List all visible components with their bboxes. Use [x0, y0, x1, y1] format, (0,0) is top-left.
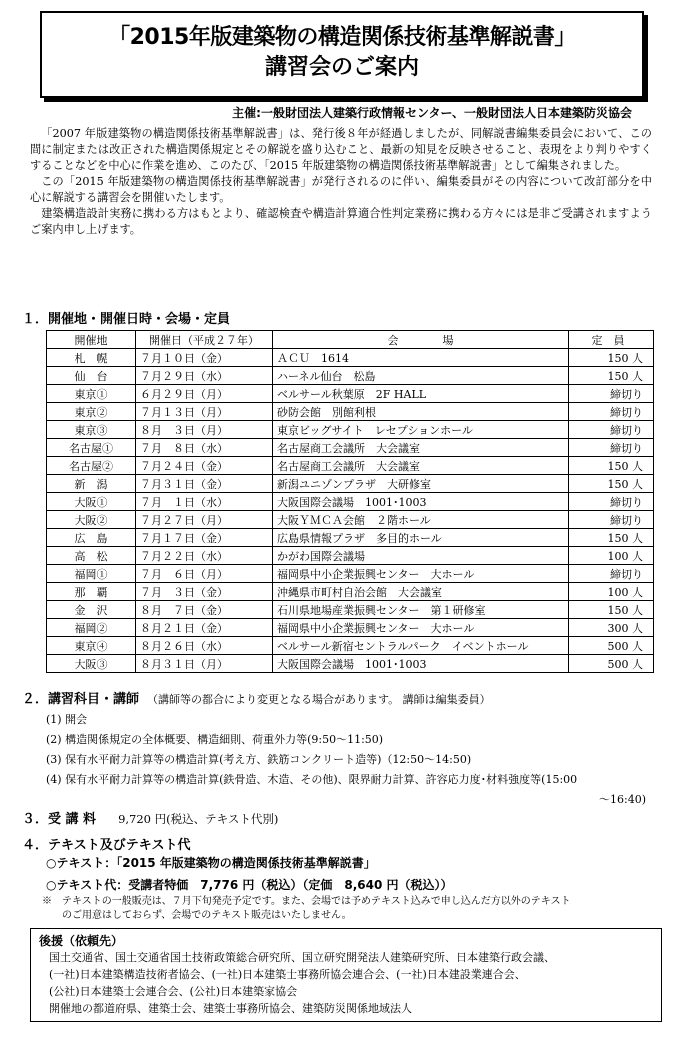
venue-capacity: 300 人 [569, 619, 654, 637]
venue-date: ７月２２日（水） [136, 547, 273, 565]
venue-city: 東京④ [47, 637, 136, 655]
column-header: 定 員 [569, 331, 654, 349]
venue-capacity: 150 人 [569, 601, 654, 619]
section-heading-text: ４．テキスト及びテキスト代 [22, 838, 191, 853]
venue-date: ７月２４日（金） [136, 457, 273, 475]
venue-hall: 広島県情報プラザ 多目的ホール [273, 529, 569, 547]
venue-date: ７月 ３日（金） [136, 583, 273, 601]
table-row [47, 547, 654, 565]
section-heading-venues: １．開催地・開催日時・会場・定員 [22, 312, 231, 327]
subject-item: (3) 保有水平耐力計算等の構造計算(考え方、鉄筋コンクリート造等)（12:50～14:50) [46, 753, 472, 766]
venue-city: 仙 台 [47, 367, 136, 385]
subject-item: (4) 保有水平耐力計算等の構造計算(鉄骨造、木造、その他)、限界耐力計算、許容応力度･材料強度等(15:00 [46, 773, 578, 786]
venue-hall: 大阪ＹＭＣＡ会館 ２階ホール [273, 511, 569, 529]
table-row [47, 655, 654, 673]
venue-hall: 東京ビッグサイト レセプションホール [273, 421, 569, 439]
venue-city: 高 松 [47, 547, 136, 565]
venue-capacity: 500 人 [569, 637, 654, 655]
section-heading-subjects [22, 688, 491, 707]
section-heading-fee-label: ３．受 講 料 [22, 812, 97, 827]
venue-capacity: 150 人 [569, 457, 654, 475]
venue-hall: 福岡県中小企業振興センター 大ホール [273, 565, 569, 583]
table-row [47, 493, 654, 511]
venue-date: ６月２９日（月） [136, 385, 273, 403]
venue-city: 福岡① [47, 565, 136, 583]
venue-table [46, 330, 654, 673]
venue-hall: 新潟ユニゾンプラザ 大研修室 [273, 475, 569, 493]
notice-text [42, 895, 662, 923]
venue-capacity: 締切り [569, 565, 654, 583]
venue-city: 福岡② [47, 619, 136, 637]
venue-date: ７月１３日（月） [136, 403, 273, 421]
table-row [47, 403, 654, 421]
venue-date: ７月２９日（水） [136, 367, 273, 385]
section-note: （講師等の都合により変更となる場合があります。 講師は編集委員） [147, 693, 491, 706]
venue-capacity: 締切り [569, 403, 654, 421]
venue-city: 大阪① [47, 493, 136, 511]
venue-capacity: 500 人 [569, 655, 654, 673]
fee-value: 9,720 円(税込、テキスト代別) [118, 812, 279, 826]
venue-city: 新 潟 [47, 475, 136, 493]
organizer-line: 主催:一般財団法人建築行政情報センター、一般財団法人日本建築防災協会 [232, 106, 632, 120]
venue-city: 名古屋② [47, 457, 136, 475]
notice-line: のご用意はしておらず、会場でのテキスト販売はいたしません。 [42, 910, 352, 921]
table-row [47, 457, 654, 475]
venue-date: ７月２７日（月） [136, 511, 273, 529]
venue-capacity: 締切り [569, 439, 654, 457]
table-row [47, 475, 654, 493]
venue-hall: 大阪国際会議場 1001･1003 [273, 655, 569, 673]
venue-date: ８月３１日（月） [136, 655, 273, 673]
column-header: 会 場 [273, 331, 569, 349]
venue-date: ８月 ３日（月） [136, 421, 273, 439]
support-box [30, 928, 662, 1022]
text-price-line: ○テキスト代：受講者特価 7,776 円（税込）（定価 8,640 円（税込）） [46, 878, 453, 892]
venue-date: ７月１０日（金） [136, 349, 273, 367]
venue-date: ８月 ７日（金） [136, 601, 273, 619]
intro-text [30, 126, 652, 238]
intro-paragraph: 建築構造設計実務に携わる方はもとより、確認検査や構造計算適合性判定業務に携わる方々には是非ご受講されますようご案内申し上げます。 [30, 207, 652, 236]
title-box [40, 11, 644, 98]
table-row [47, 421, 654, 439]
venue-hall: 砂防会館 別館利根 [273, 403, 569, 421]
venue-capacity: 100 人 [569, 547, 654, 565]
column-header: 開催日（平成２７年） [136, 331, 273, 349]
table-row [47, 439, 654, 457]
venue-table-body [47, 349, 654, 673]
support-line: (公社)日本建築士会連合会、(公社)日本建築家協会 [49, 985, 298, 998]
table-row [47, 601, 654, 619]
table-row [47, 385, 654, 403]
venue-city: 東京② [47, 403, 136, 421]
venue-capacity: 締切り [569, 385, 654, 403]
venue-hall: 名古屋商工会議所 大会議室 [273, 439, 569, 457]
venue-city: 札 幌 [47, 349, 136, 367]
venue-hall: ベルサール新宿セントラルパーク イベントホール [273, 637, 569, 655]
venue-hall: かがわ国際会議場 [273, 547, 569, 565]
venue-city: 大阪② [47, 511, 136, 529]
venue-date: ７月１７日（金） [136, 529, 273, 547]
venue-date: ７月 ８日（水） [136, 439, 273, 457]
venue-hall: 大阪国際会議場 1001･1003 [273, 493, 569, 511]
subject-item: ～16:40) [599, 793, 646, 806]
venue-city: 大阪③ [47, 655, 136, 673]
section-heading-fee [22, 808, 278, 827]
notice-line: ※ テキストの一般販売は、７月下旬発売予定です。また、会場では予めテキスト込みで申し込んだ方以外のテキスト [42, 896, 571, 907]
table-row [47, 637, 654, 655]
support-title: 後援（依頼先） [39, 934, 124, 948]
venue-hall: 沖縄県市町村自治会館 大会議室 [273, 583, 569, 601]
venue-hall: ＡＣＵ 1614 [273, 349, 569, 367]
support-line: 国土交通省、国土交通省国土技術政策総合研究所、国立研究開発法人建築研究所、日本建築行政会議、 [49, 951, 555, 964]
venue-date: ７月３１日（金） [136, 475, 273, 493]
venue-capacity: 150 人 [569, 475, 654, 493]
document-title: 「2015年版建築物の構造関係技術基準解説書」 [108, 25, 576, 50]
venue-hall: 名古屋商工会議所 大会議室 [273, 457, 569, 475]
venue-hall: 石川県地場産業振興センター 第１研修室 [273, 601, 569, 619]
venue-city: 名古屋① [47, 439, 136, 457]
venue-capacity: 150 人 [569, 367, 654, 385]
subject-list [46, 710, 666, 810]
intro-paragraph: この「2015 年版建築物の構造関係技術基準解説書」が発行されるのに伴い、編集委員がその内容について改訂部分を中心に解説する講習会を開催いたします。 [30, 175, 652, 204]
venue-city: 東京① [47, 385, 136, 403]
venue-capacity: 締切り [569, 421, 654, 439]
table-row [47, 529, 654, 547]
document-subtitle: 講習会のご案内 [264, 55, 419, 80]
venue-date: ８月２６日（水） [136, 637, 273, 655]
venue-date: ７月 ６日（月） [136, 565, 273, 583]
column-header: 開催地 [47, 331, 136, 349]
support-line: (一社)日本建築構造技術者協会、(一社)日本建築士事務所協会連合会、(一社)日本建設業連合会、 [49, 968, 526, 981]
venue-capacity: 締切り [569, 493, 654, 511]
subject-item: (2) 構造関係規定の全体概要、構造細則、荷重外力等(9:50～11:50) [46, 733, 384, 746]
venue-hall: ベルサール秋葉原 2F HALL [273, 385, 569, 403]
venue-date: ７月 １日（水） [136, 493, 273, 511]
venue-capacity: 締切り [569, 511, 654, 529]
table-row [47, 583, 654, 601]
venue-city: 東京③ [47, 421, 136, 439]
venue-city: 金 沢 [47, 601, 136, 619]
table-header-row [47, 331, 654, 349]
venue-capacity: 150 人 [569, 349, 654, 367]
table-row [47, 565, 654, 583]
table-row [47, 349, 654, 367]
venue-capacity: 150 人 [569, 529, 654, 547]
support-line: 開催地の都道府県、建築士会、建築士事務所協会、建築防災関係地域法人 [49, 1002, 412, 1015]
subject-item: (1) 開会 [46, 713, 88, 726]
table-row [47, 619, 654, 637]
venue-hall: 福岡県中小企業振興センター 大ホール [273, 619, 569, 637]
section-heading-subjects-label: ２．講習科目・講師 [22, 692, 140, 707]
venue-hall: ハーネル仙台 松島 [273, 367, 569, 385]
table-row [47, 511, 654, 529]
text-title-line: ○テキスト：「2015 年版建築物の構造関係技術基準解説書」 [46, 856, 376, 870]
venue-capacity: 100 人 [569, 583, 654, 601]
venue-city: 広 島 [47, 529, 136, 547]
venue-date: ８月２１日（金） [136, 619, 273, 637]
intro-paragraph: 「2007 年版建築物の構造関係技術基準解説書」は、発行後８年が経過しましたが、同解説書編集委員会において、この間に制定または改正された構造関係規定とその解説を盛り込むこと、最新の知見を反映させること、表現をより判りやすくすることなどを中心に作業を進め、このたび、「2015 年版建築物の構造関係技術基準解説書」として編集されました。 [30, 127, 652, 172]
venue-city: 那 覇 [47, 583, 136, 601]
table-row [47, 367, 654, 385]
